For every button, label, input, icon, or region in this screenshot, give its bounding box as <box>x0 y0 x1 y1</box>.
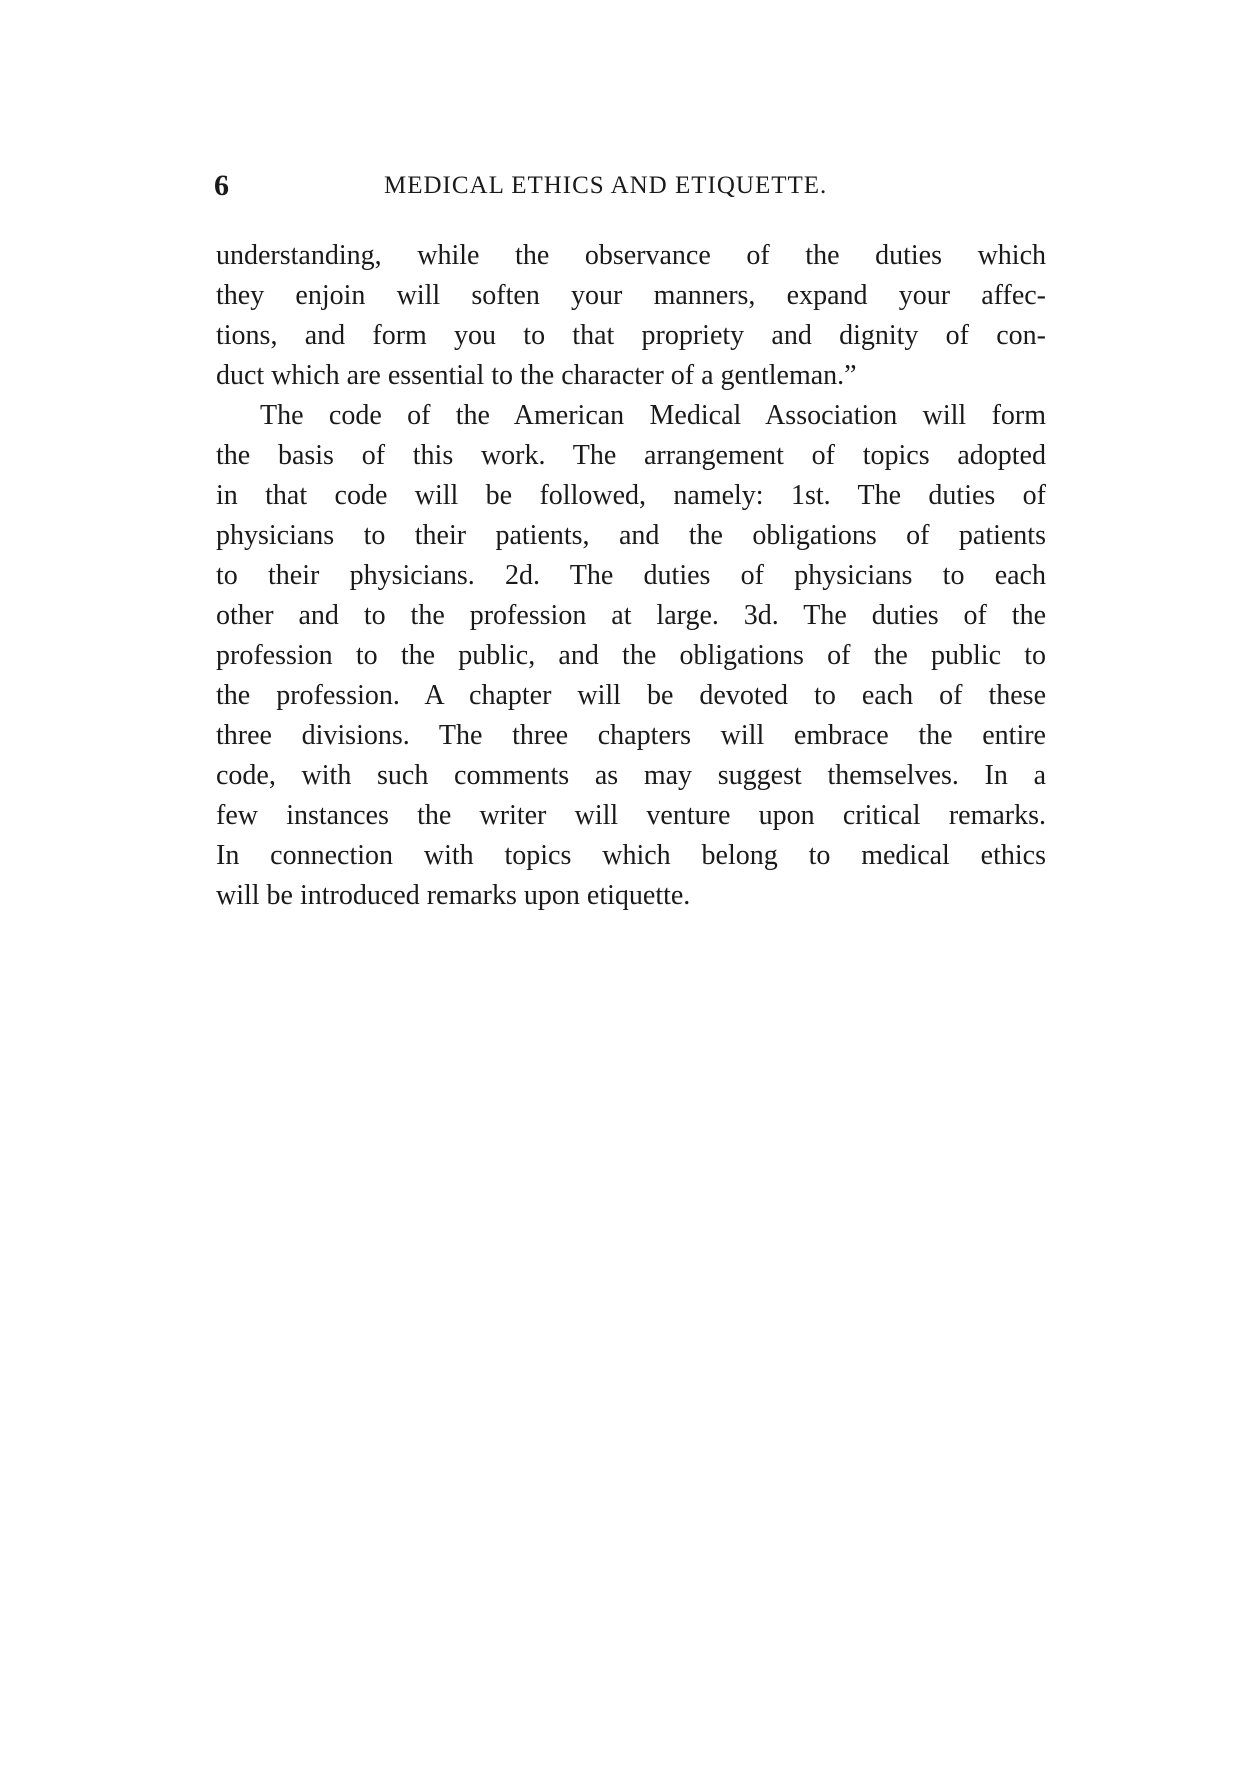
body-text <box>216 236 1046 916</box>
text-line: duct which are essential to the character of a gentleman.” <box>216 360 857 391</box>
text-line: the profession. A chapter will be devoted to each of these <box>216 680 1046 711</box>
text-line: tions, and form you to that propriety and dignity of con- <box>216 320 1046 351</box>
text-line: few instances the writer will venture upon critical remarks. <box>216 800 1046 831</box>
text-line: the basis of this work. The arrangement of topics adopted <box>216 440 1046 471</box>
text-line: code, with such comments as may suggest themselves. In a <box>216 760 1046 791</box>
text-line: to their physicians. 2d. The duties of physicians to each <box>216 560 1046 591</box>
text-line: will be introduced remarks upon etiquette. <box>216 880 691 911</box>
text-line: they enjoin will soften your manners, expand your affec- <box>216 280 1046 311</box>
text-line: three divisions. The three chapters will embrace the entire <box>216 720 1046 751</box>
text-line: other and to the profession at large. 3d. The duties of the <box>216 600 1046 631</box>
text-line: in that code will be followed, namely: 1st. The duties of <box>216 480 1046 511</box>
running-title: MEDICAL ETHICS AND ETIQUETTE. <box>384 172 828 199</box>
page-number: 6 <box>214 169 229 202</box>
text-line: understanding, while the observance of the duties which <box>216 240 1046 271</box>
text-line: profession to the public, and the obligations of the public to <box>216 640 1046 671</box>
running-head <box>214 166 1054 206</box>
paragraph-first-line: The code of the American Medical Association will form <box>260 400 1046 431</box>
text-line: In connection with topics which belong to medical ethics <box>216 840 1046 871</box>
text-line: physicians to their patients, and the obligations of patients <box>216 520 1046 551</box>
